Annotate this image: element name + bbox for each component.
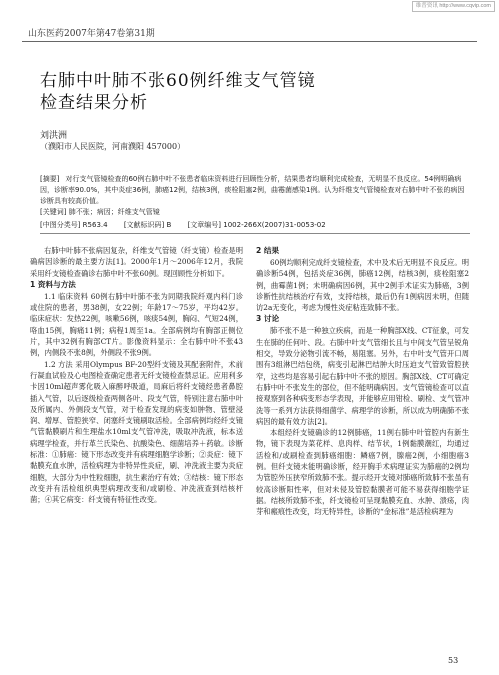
abstract-label: [摘要] — [40, 175, 60, 183]
clc-code: [中图分类号] R563.4 — [40, 221, 108, 229]
section-heading: 1 资料与方法 — [30, 279, 76, 289]
section-heading: 2 结果 — [256, 246, 280, 255]
article-number: [文章编号] 1002-266X(2007)31-0053-02 — [187, 221, 326, 229]
body-column-right — [256, 245, 469, 518]
paragraph: 60例均顺利完成纤支镜检查，术中及术后无明显不良反应。明确诊断54例，包括炎症36例，肺癌12例，结核3例，痰栓阻塞2例，曲霉菌1例；未明确病因6例，其中2例手术证实为肺癌，3例诊断性抗结核治疗有效，支持结核，最后仍有1例病因未明，但随访2a无变化，考虑为慢性炎症粘连致肺不张。 — [256, 258, 470, 313]
doc-code: [文献标识码] B — [123, 221, 172, 229]
paragraph: 右肺中叶肺不张病因复杂，纤维支气管镜（纤支镜）检查是明确病因诊断的最主要方法[1]。2000年1月～2006年12月，我院采用纤支镜检查确诊右肺中叶不张60例。现回顾性分析如下。 — [30, 246, 243, 278]
title-line-2: 检查结果分析 — [40, 93, 148, 113]
page-number: 53 — [448, 656, 459, 665]
abstract — [40, 174, 470, 207]
paragraph: 1.1 临床资料 60例右肺中叶肺不张为同期我院纤观内科门诊或住院的患者，男38例，女22例；年龄17～75岁，平均42岁。临床症状：发热22例，咳嗽56例，咳痰54例，胸闷、气短24例，咯血15例，胸痛11例；病程1周至1a。全部病例均有胸部正侧位片，其中32例有胸部CT片。影像资料显示：全右肺中叶不张43例，内侧段不张8例，外侧段不张9例。 — [30, 291, 243, 358]
keywords-label: [关键词] — [40, 208, 67, 216]
paragraph: 肺不张不是一种独立疾病，而是一种胸部X线、CT征象，可发生在肺的任何叶、段。右肺中叶支气管细长且与中间支气管呈锐角相交，导致分泌物引流不畅，易阻塞。另外，右中叶支气管开口周围有3组淋巴结包绕，病变引起淋巴结肿大时压迫支气管致管腔狭窄，这些均是容易引起右肺中叶不张的原因。胸部X线、CT可确定右肺中叶不张发生的部位，但不能明确病因。支气管镜检查可以直接观察到各种病变形态学表现，并能够应用钳检、刷检、支气管冲洗等一系列方法获得细菌学、病理学的诊断，所以成为明确肺不张病因的最有效方法[2]。 — [256, 326, 469, 426]
keywords-text: 肺不张；病因；纤维支气管镜 — [68, 208, 160, 216]
journal-header: 山东医药2007年第47卷第31期 — [28, 29, 155, 39]
section-heading: 3 讨论 — [256, 314, 280, 324]
paragraph: 1.2 方法 采用Olympus BF-20型纤支镜及其配套附件，术前行凝血试验及心电图检查确定患者无纤支镜检查禁忌证。应用利多卡因10ml超声雾化吸入麻醉呼吸道，局麻后将纤支镜经患者鼻腔插入气管，以后逐级检查两侧各叶、段支气管，特别注意右肺中叶及所属内、外侧段支气管，对于检查发现的病变如肿物、管壁浸润、增厚、管腔狭窄、闭塞纤支镜刷取活检。全部病例均经纤支镜气管黏膜刷片和生理盐水10ml支气管冲洗，吸取冲洗液，标本送病理学检查，并行革兰氏染色、抗酸染色、细菌培养＋药敏。诊断标准：①肺癌：镜下形态改变并有病理细胞学诊断；②炎症：镜下黏膜充血水肿，活检病理为非特异性炎症，刷、冲洗液主要为炎症细胞，大部分为中性粒细胞，抗生素治疗有效；③结核：镜下形态改变并有活检组织典型病理改变和/或刷检、冲洗液查到结核杆菌；④其它病变：纤支镜有特征性改变。 — [30, 359, 243, 505]
title-line-1: 右肺中叶肺不张60例纤维支气管镜 — [40, 71, 316, 91]
classification-line — [40, 220, 470, 230]
top-bar — [0, 0, 499, 12]
body-column-left — [30, 245, 243, 506]
abstract-text: 对行支气管镜检查的60例右肺中叶不张患者临床资料进行回顾性分析，结果患者均顺利完成检查，无明显不良反应。54例明确病因，诊断率90.0%，其中炎症36例，肺癌12例，结核3例，痰栓阻塞2例，曲霉菌感染1例。认为纤维支气管镜检查对右肺中叶不张的病因诊断具有较高价值。 — [40, 175, 465, 205]
header-rule — [22, 41, 477, 42]
abstract-rule — [40, 233, 470, 234]
author-name: 刘洪洲 — [40, 131, 68, 141]
article-title — [40, 70, 316, 114]
paragraph: 本组经纤支镜确诊的12例肺癌，11例右肺中叶管腔内有新生物，镜下表现为菜花样、息肉样、结节状，1例黏膜潮红，均通过活检和/或刷检查到肺癌细胞：鳞癌7例，腺癌2例，小细胞癌3例。但纤支镜未能明确诊断，经开胸手术病理证实为肺癌的2例均为管腔外压狭窄所致肺不张。提示经开支镜对肺癌所致肺不张虽有较高诊断阳性率，但对未侵及管腔黏膜者可能不易获得细胞学证据。结核所致肺不张，纤支镜检可呈现黏膜充血、水肿、溃疡，肉芽和瘢痕性改变，均无特异性，诊断的“金标准”是活检病理为 — [256, 428, 469, 517]
keywords — [40, 207, 160, 217]
watermark-text: 维普资讯 http://www.cqvip.com — [412, 1, 495, 12]
author-affiliation: （濮阳市人民医院，河南濮阳 457000） — [40, 142, 186, 151]
